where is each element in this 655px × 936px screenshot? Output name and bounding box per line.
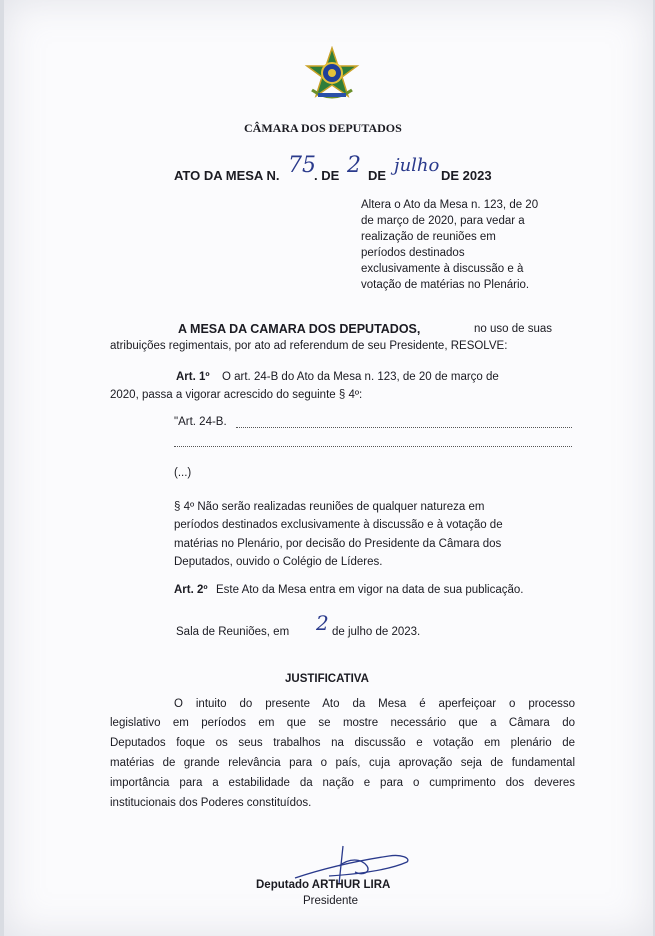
paragraph-line: § 4º Não serão realizadas reuniões de qualquer natureza em bbox=[174, 501, 485, 513]
document-page bbox=[4, 0, 653, 936]
art2-label: Art. 2º bbox=[174, 584, 208, 596]
act-day-handwritten: 2 bbox=[347, 153, 361, 178]
preamble-line2: atribuições regimentais, por ato ad referendum de seu Presidente, RESOLVE: bbox=[110, 340, 508, 352]
act-title-year: DE 2023 bbox=[441, 168, 492, 183]
art1-line2: 2020, passa a vigorar acrescido do seguinte § 4º: bbox=[110, 389, 363, 401]
ementa-line: exclusivamente à discussão e à bbox=[361, 263, 524, 275]
justificativa-line: Deputados foque os seus trabalhos na discussão e votação em plenário de bbox=[110, 737, 575, 749]
ementa-line: votação de matérias no Plenário. bbox=[361, 279, 530, 291]
act-title-prefix: ATO DA MESA N. bbox=[174, 168, 280, 183]
act-month-handwritten: julho bbox=[394, 155, 440, 176]
art1-ellipsis: (...) bbox=[174, 467, 192, 479]
paragraph-line: Deputados, ouvido o Colégio de Líderes. bbox=[174, 556, 383, 568]
justificativa-line: institucionais dos Poderes constituídos. bbox=[110, 797, 312, 809]
brazil-coat-of-arms-icon bbox=[304, 46, 360, 102]
art2-text: Este Ato da Mesa entra em vigor na data de sua publicação. bbox=[216, 584, 524, 596]
act-number-handwritten: 75 bbox=[288, 153, 316, 178]
justificativa-line: O intuito do presente Ato da Mesa é aperfeiçoar o processo bbox=[174, 698, 575, 710]
preamble-bold: A MESA DA CAMARA DOS DEPUTADOS, bbox=[178, 322, 421, 336]
dotted-line bbox=[174, 446, 572, 447]
justificativa-line: importância para a estabilidade da nação e para o cumprimento dos deveres bbox=[110, 777, 575, 789]
justificativa-line: matérias de grande relevância para o país, cuja aprovação seja de fundamental bbox=[110, 757, 575, 769]
signatory-role: Presidente bbox=[303, 895, 358, 907]
institution-name: CÂMARA DOS DEPUTADOS bbox=[244, 121, 402, 135]
dotted-line bbox=[236, 427, 572, 428]
ementa-line: de março de 2020, para vedar a bbox=[361, 215, 525, 227]
ementa-line: realização de reuniões em bbox=[361, 231, 496, 243]
closing-suffix: de julho de 2023. bbox=[332, 626, 421, 638]
ementa-line: Altera o Ato da Mesa n. 123, de 20 bbox=[361, 199, 539, 211]
act-title-de2: DE bbox=[368, 168, 387, 183]
paragraph-line: períodos destinados exclusivamente à discussão e à votação de bbox=[174, 519, 503, 531]
signatory-name: Deputado ARTHUR LIRA bbox=[256, 879, 391, 891]
closing-prefix: Sala de Reuniões, em bbox=[176, 626, 290, 638]
preamble-rest: no uso de suas bbox=[474, 323, 553, 335]
justificativa-line: legislativo em períodos em que se mostre necessário que a Câmara do bbox=[110, 717, 575, 729]
closing-day-handwritten: 2 bbox=[316, 611, 329, 635]
justificativa-title: JUSTIFICATIVA bbox=[285, 673, 369, 685]
art1-label: Art. 1º bbox=[176, 371, 210, 383]
act-title-de1: . DE bbox=[314, 168, 340, 183]
ementa-line: períodos destinados bbox=[361, 247, 465, 259]
paragraph-line: matérias no Plenário, por decisão do Presidente da Câmara dos bbox=[174, 538, 502, 550]
art1-quote-start: "Art. 24-B. bbox=[174, 416, 227, 428]
art1-line1: O art. 24-B do Ato da Mesa n. 123, de 20 de março de bbox=[222, 371, 499, 383]
